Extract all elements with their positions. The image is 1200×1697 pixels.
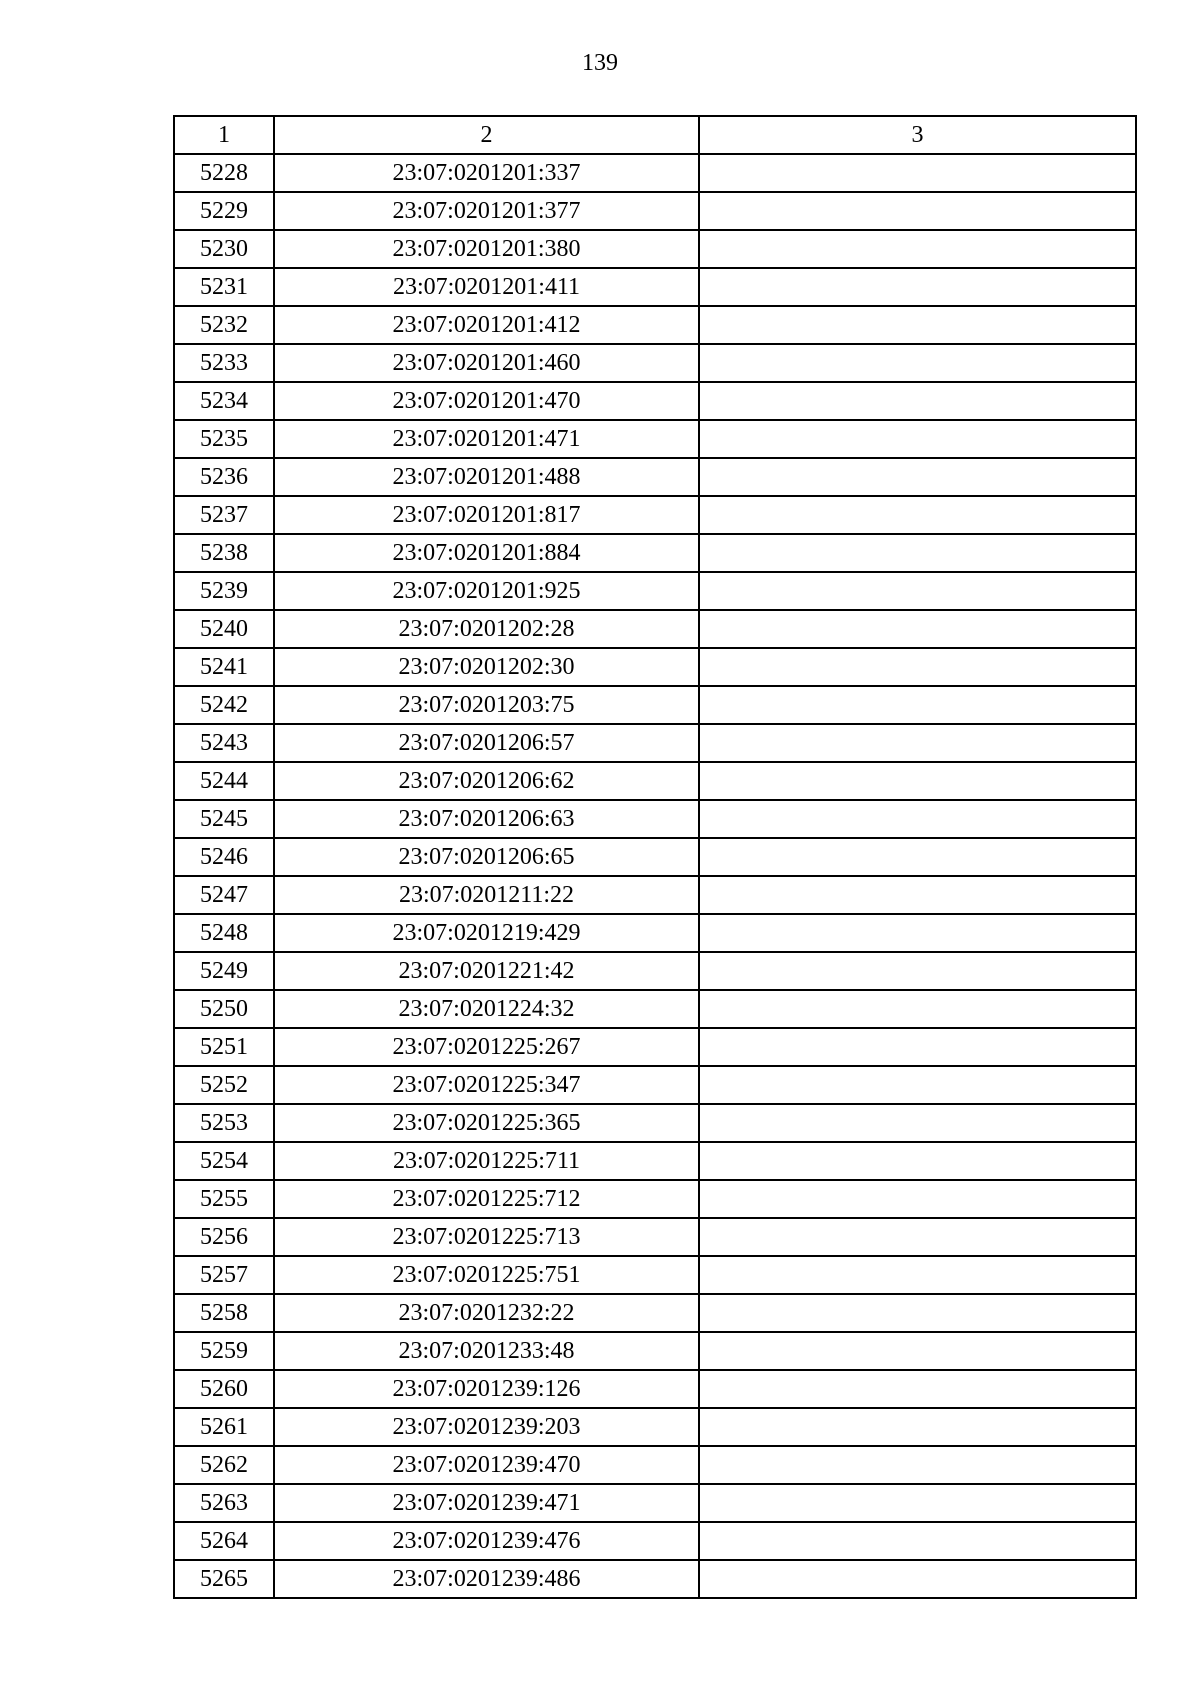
cadastral-number-cell: 23:07:0201201:471 — [274, 420, 699, 458]
row-number-cell: 5256 — [174, 1218, 274, 1256]
row-number-cell: 5244 — [174, 762, 274, 800]
row-number-cell: 5241 — [174, 648, 274, 686]
cadastral-number-cell: 23:07:0201224:32 — [274, 990, 699, 1028]
cadastral-number-cell: 23:07:0201239:470 — [274, 1446, 699, 1484]
cadastral-number-cell: 23:07:0201206:63 — [274, 800, 699, 838]
cadastral-number-cell: 23:07:0201232:22 — [274, 1294, 699, 1332]
row-number-cell: 5255 — [174, 1180, 274, 1218]
row-number-cell: 5257 — [174, 1256, 274, 1294]
note-cell — [699, 496, 1136, 534]
note-cell — [699, 1218, 1136, 1256]
row-number-cell: 5243 — [174, 724, 274, 762]
row-number-cell: 5233 — [174, 344, 274, 382]
note-cell — [699, 1522, 1136, 1560]
cadastral-number-cell: 23:07:0201201:470 — [274, 382, 699, 420]
cadastral-number-cell: 23:07:0201225:365 — [274, 1104, 699, 1142]
row-number-cell: 5253 — [174, 1104, 274, 1142]
cadastral-number-cell: 23:07:0201201:460 — [274, 344, 699, 382]
table-row — [174, 724, 1136, 762]
row-number-cell: 5231 — [174, 268, 274, 306]
table-row — [174, 496, 1136, 534]
table-row — [174, 1370, 1136, 1408]
table-row — [174, 458, 1136, 496]
table-row — [174, 610, 1136, 648]
table-row — [174, 686, 1136, 724]
table-row — [174, 1066, 1136, 1104]
note-cell — [699, 762, 1136, 800]
page-number: 139 — [582, 50, 618, 76]
note-cell — [699, 154, 1136, 192]
row-number-cell: 5251 — [174, 1028, 274, 1066]
cadastral-number-cell: 23:07:0201206:57 — [274, 724, 699, 762]
table-body — [174, 154, 1136, 1598]
row-number-cell: 5263 — [174, 1484, 274, 1522]
cadastral-number-cell: 23:07:0201225:267 — [274, 1028, 699, 1066]
table-row — [174, 1104, 1136, 1142]
row-number-cell: 5254 — [174, 1142, 274, 1180]
note-cell — [699, 876, 1136, 914]
note-cell — [699, 1180, 1136, 1218]
cadastral-number-cell: 23:07:0201239:126 — [274, 1370, 699, 1408]
note-cell — [699, 686, 1136, 724]
note-cell — [699, 1484, 1136, 1522]
row-number-cell: 5245 — [174, 800, 274, 838]
row-number-cell: 5260 — [174, 1370, 274, 1408]
note-cell — [699, 382, 1136, 420]
table-row — [174, 268, 1136, 306]
row-number-cell: 5236 — [174, 458, 274, 496]
cadastral-number-cell: 23:07:0201239:471 — [274, 1484, 699, 1522]
cadastral-number-cell: 23:07:0201201:488 — [274, 458, 699, 496]
cadastral-number-cell: 23:07:0201221:42 — [274, 952, 699, 990]
table-header-row — [174, 116, 1136, 154]
table-row — [174, 648, 1136, 686]
cadastral-number-cell: 23:07:0201201:412 — [274, 306, 699, 344]
cadastral-number-cell: 23:07:0201201:337 — [274, 154, 699, 192]
row-number-cell: 5250 — [174, 990, 274, 1028]
cadastral-number-cell: 23:07:0201201:411 — [274, 268, 699, 306]
note-cell — [699, 230, 1136, 268]
table-row — [174, 1446, 1136, 1484]
table-row — [174, 382, 1136, 420]
cadastral-number-cell: 23:07:0201201:380 — [274, 230, 699, 268]
row-number-cell: 5237 — [174, 496, 274, 534]
cadastral-number-cell: 23:07:0201233:48 — [274, 1332, 699, 1370]
table-row — [174, 914, 1136, 952]
cadastral-number-cell: 23:07:0201219:429 — [274, 914, 699, 952]
row-number-cell: 5230 — [174, 230, 274, 268]
cadastral-number-cell: 23:07:0201201:884 — [274, 534, 699, 572]
note-cell — [699, 724, 1136, 762]
row-number-cell: 5262 — [174, 1446, 274, 1484]
table-row — [174, 1028, 1136, 1066]
table-row — [174, 1560, 1136, 1598]
cadastral-number-cell: 23:07:0201239:476 — [274, 1522, 699, 1560]
row-number-cell: 5249 — [174, 952, 274, 990]
note-cell — [699, 1332, 1136, 1370]
row-number-cell: 5242 — [174, 686, 274, 724]
table-row — [174, 306, 1136, 344]
table-row — [174, 1180, 1136, 1218]
cadastral-number-cell: 23:07:0201239:486 — [274, 1560, 699, 1598]
note-cell — [699, 420, 1136, 458]
table-row — [174, 1294, 1136, 1332]
cadastral-number-cell: 23:07:0201201:817 — [274, 496, 699, 534]
row-number-cell: 5240 — [174, 610, 274, 648]
table-row — [174, 990, 1136, 1028]
cadastral-number-cell: 23:07:0201201:925 — [274, 572, 699, 610]
row-number-cell: 5238 — [174, 534, 274, 572]
table-row — [174, 1332, 1136, 1370]
note-cell — [699, 344, 1136, 382]
cadastral-number-cell: 23:07:0201202:30 — [274, 648, 699, 686]
note-cell — [699, 914, 1136, 952]
table-row — [174, 876, 1136, 914]
row-number-cell: 5264 — [174, 1522, 274, 1560]
table-row — [174, 154, 1136, 192]
note-cell — [699, 1066, 1136, 1104]
row-number-cell: 5234 — [174, 382, 274, 420]
cadastral-number-cell: 23:07:0201225:347 — [274, 1066, 699, 1104]
row-number-cell: 5232 — [174, 306, 274, 344]
row-number-cell: 5259 — [174, 1332, 274, 1370]
table-row — [174, 952, 1136, 990]
cadastral-number-cell: 23:07:0201201:377 — [274, 192, 699, 230]
table-row — [174, 1142, 1136, 1180]
note-cell — [699, 572, 1136, 610]
note-cell — [699, 1104, 1136, 1142]
note-cell — [699, 1370, 1136, 1408]
note-cell — [699, 306, 1136, 344]
table-row — [174, 762, 1136, 800]
note-cell — [699, 534, 1136, 572]
table-row — [174, 572, 1136, 610]
row-number-cell: 5265 — [174, 1560, 274, 1598]
note-cell — [699, 1446, 1136, 1484]
column-header-2: 2 — [274, 116, 699, 154]
table-row — [174, 1484, 1136, 1522]
row-number-cell: 5261 — [174, 1408, 274, 1446]
note-cell — [699, 458, 1136, 496]
table-row — [174, 800, 1136, 838]
row-number-cell: 5248 — [174, 914, 274, 952]
row-number-cell: 5246 — [174, 838, 274, 876]
table-row — [174, 1408, 1136, 1446]
note-cell — [699, 648, 1136, 686]
note-cell — [699, 1294, 1136, 1332]
row-number-cell: 5229 — [174, 192, 274, 230]
table-row — [174, 230, 1136, 268]
note-cell — [699, 800, 1136, 838]
note-cell — [699, 192, 1136, 230]
note-cell — [699, 610, 1136, 648]
row-number-cell: 5252 — [174, 1066, 274, 1104]
cadastral-number-cell: 23:07:0201202:28 — [274, 610, 699, 648]
cadastral-number-cell: 23:07:0201225:713 — [274, 1218, 699, 1256]
column-header-3: 3 — [699, 116, 1136, 154]
note-cell — [699, 1256, 1136, 1294]
table-row — [174, 344, 1136, 382]
row-number-cell: 5235 — [174, 420, 274, 458]
table-row — [174, 838, 1136, 876]
cadastral-table — [173, 115, 1137, 1599]
table-row — [174, 1522, 1136, 1560]
cadastral-number-cell: 23:07:0201211:22 — [274, 876, 699, 914]
table-row — [174, 534, 1136, 572]
cadastral-number-cell: 23:07:0201225:711 — [274, 1142, 699, 1180]
row-number-cell: 5239 — [174, 572, 274, 610]
table-row — [174, 1256, 1136, 1294]
note-cell — [699, 1028, 1136, 1066]
cadastral-number-cell: 23:07:0201206:62 — [274, 762, 699, 800]
cadastral-number-cell: 23:07:0201203:75 — [274, 686, 699, 724]
table-row — [174, 1218, 1136, 1256]
row-number-cell: 5228 — [174, 154, 274, 192]
table-row — [174, 192, 1136, 230]
note-cell — [699, 268, 1136, 306]
row-number-cell: 5247 — [174, 876, 274, 914]
cadastral-number-cell: 23:07:0201206:65 — [274, 838, 699, 876]
note-cell — [699, 990, 1136, 1028]
column-header-1: 1 — [174, 116, 274, 154]
note-cell — [699, 838, 1136, 876]
table-row — [174, 420, 1136, 458]
row-number-cell: 5258 — [174, 1294, 274, 1332]
note-cell — [699, 1560, 1136, 1598]
note-cell — [699, 1142, 1136, 1180]
cadastral-number-cell: 23:07:0201239:203 — [274, 1408, 699, 1446]
note-cell — [699, 952, 1136, 990]
cadastral-number-cell: 23:07:0201225:751 — [274, 1256, 699, 1294]
cadastral-number-cell: 23:07:0201225:712 — [274, 1180, 699, 1218]
note-cell — [699, 1408, 1136, 1446]
